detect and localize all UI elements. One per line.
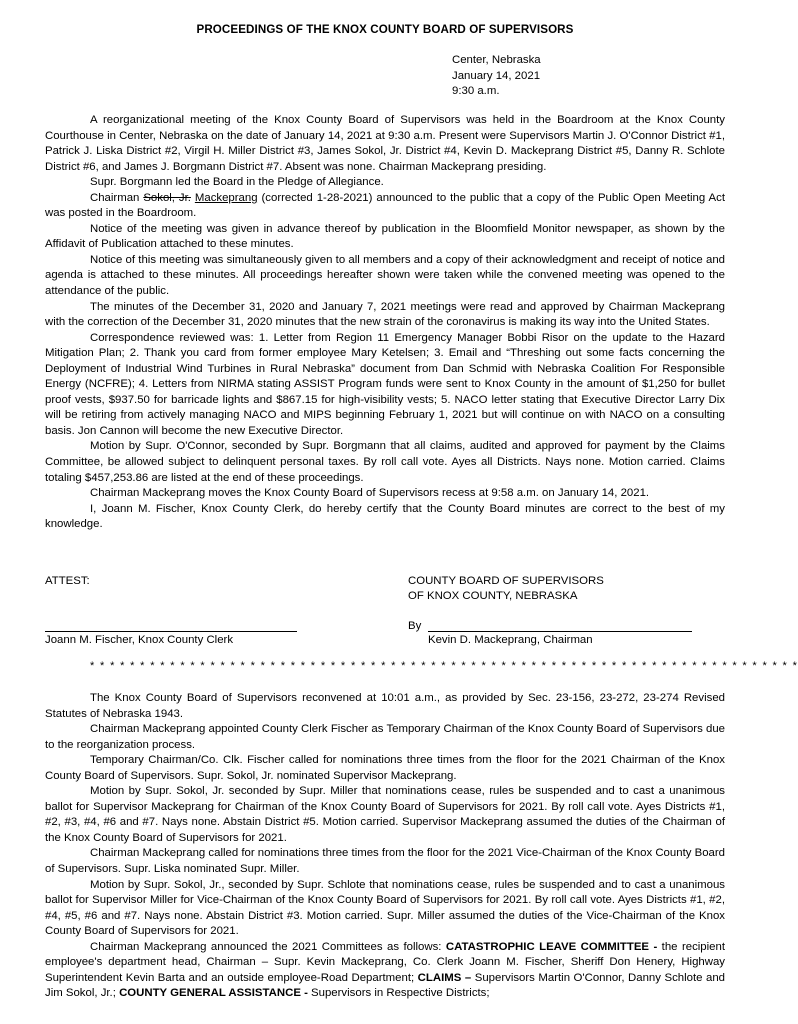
clerk-signature-line xyxy=(45,631,297,632)
committee-heading: COUNTY GENERAL ASSISTANCE - xyxy=(119,987,308,1000)
first-session-minutes xyxy=(45,113,725,533)
paragraph-reconvene: The Knox County Board of Supervisors reconvened at 10:01 a.m., as provided by Sec. 23-156, 23-272, 23-274 Revised Statutes of Nebraska 1943. xyxy=(45,692,725,720)
text-run: Supervisors Martin O'Connor, Danny Schlote and Jim Sokol, Jr.; xyxy=(45,971,725,1000)
clerk-name: Joann M. Fischer, Knox County Clerk xyxy=(45,634,234,646)
paragraph-certification: I, Joann M. Fischer, Knox County Clerk, do hereby certify that the County Board minutes are correct to the best of my knowledge. xyxy=(45,502,725,531)
chairman-signature-line xyxy=(428,631,692,632)
paragraph-correspondence: Correspondence reviewed was: 1. Letter from Region 11 Emergency Manager Bobbi Risor on the update to the Hazard Mitigation Plan; 2. Thank you card from former employee Mary Ketelsen; 3. Email and “Threshing out some facts concerning the Deployment of Industrial Wind Turbines in Rural Nebraska” document from Dan Schmid with Nebraska Coalition For Responsible Energy (NCFRE); 4. Letters from NIRMA stating ASSIST Program funds were sent to Knox County in the amount of $1,250 for bullet proof vests, $937.50 for barricade lights and $867.15 for high-visibility vests; 5. NACO letter stating that Executive Director Larry Dix will be retiring from actively managing NACO and MIPS beginning February 1, 2021 but will continue on with NACO on a consulting basis. Jon Cannon will become the new Executive Director. xyxy=(45,331,725,437)
committee-heading: CATASTROPHIC LEAVE COMMITTEE - xyxy=(445,940,658,953)
attest-label: ATTEST: xyxy=(45,575,90,587)
paragraph-vice-chairman-motion: Motion by Supr. Sokol, Jr., seconded by Supr. Schlote that nominations cease, rules be suspended and to cast a unanimous ballot for Supervisor Miller for Vice-Chairman of the Knox County Board of Supervisors for 2021. By roll call vote. Ayes Districts #1, #2, #4, #5, #6 and #7. Nays none. Abstain District #3. Motion carried. Supr. Miller assumed the duties of the Vice-Chairman of the Knox County Board of Supervisors for 2021. xyxy=(45,878,725,938)
section-separator: * * * * * * * * * * * * * * * * * * * * * * * * * * * * * * * * * * * * * * * * * * * * * * * * * * * * * * * * * * * * * * * * * * * * * * * xyxy=(90,660,798,672)
meeting-time: 9:30 a.m. xyxy=(452,85,500,97)
paragraph-chairman-motion: Motion by Supr. Sokol, Jr. seconded by Supr. Miller that nominations cease, rules be suspended and to cast a unanimous ballot for Supervisor Mackeprang for Chairman of the Knox County Board of Supervisors for 2021. By roll call vote. Ayes Districts #1, #2, #3, #4, #6 and #7. Nays none. Abstain District #5. Motion carried. Supervisor Mackeprang assumed the duties of the Chairman of the Knox County Board of Supervisors for 2021. xyxy=(45,785,725,844)
text-run: Chairman xyxy=(90,191,144,204)
text-run: the recipient employee's department head, Chairman – Supr. Kevin Mackeprang, Co. Clerk Joann M. Fischer, Sheriff Don Henery, Highway Superintendent Kevin Barta and an outside employee-Road Department; xyxy=(45,940,726,984)
paragraph-temporary-chairman: Chairman Mackeprang appointed County Clerk Fischer as Temporary Chairman of the Knox County Board of Supervisors due to the reorganization process. xyxy=(45,723,725,751)
underlined-correction: Mackeprang xyxy=(194,191,258,204)
board-name-line2: OF KNOX COUNTY, NEBRASKA xyxy=(408,590,578,602)
meeting-date: January 14, 2021 xyxy=(452,69,541,82)
paragraph-recess: Chairman Mackeprang moves the Knox County Board of Supervisors recess at 9:58 a.m. on January 14, 2021. xyxy=(90,487,650,500)
paragraph-committees xyxy=(45,940,725,1002)
meeting-dateline xyxy=(452,53,541,100)
chairman-name: Kevin D. Mackeprang, Chairman xyxy=(428,634,593,646)
text-run: Chairman Mackeprang announced the 2021 Committees as follows: xyxy=(90,940,446,953)
board-name-line1: COUNTY BOARD OF SUPERVISORS xyxy=(408,575,604,587)
committee-heading: CLAIMS – xyxy=(417,971,472,984)
reconvened-session-minutes xyxy=(45,691,725,1002)
meeting-place: Center, Nebraska xyxy=(452,54,541,66)
document-title: PROCEEDINGS OF THE KNOX COUNTY BOARD OF SUPERVISORS xyxy=(196,23,574,36)
paragraph-notice-publication: Notice of the meeting was given in advance thereof by publication in the Bloomfield Monitor newspaper, as shown by the Affidavit of Publication attached to these minutes. xyxy=(45,222,725,251)
text-run: (corrected 1-28-2021) announced to the public that a copy of the Public Open Meeting Act was posted in the Boardroom. xyxy=(45,191,725,220)
paragraph-pledge: Supr. Borgmann led the Board in the Pledge of Allegiance. xyxy=(90,176,384,189)
paragraph-opening: A reorganizational meeting of the Knox County Board of Supervisors was held in the Boardroom at the Knox County Courthouse in Center, Nebraska on the date of January 14, 2021 at 9:30 a.m. Present were Supervisors Martin J. O'Connor District #1, Patrick J. Liska District #2, Virgil H. Miller District #3, James Sokol, Jr. District #4, Kevin D. Mackeprang District #5, Danny R. Schlote District #6, and James J. Borgmann District #7. Absent was none. Chairman Mackeprang presiding. xyxy=(45,114,725,173)
paragraph-minutes-approval: The minutes of the December 31, 2020 and January 7, 2021 meetings were read and approved by Chairman Mackeprang with the correction of the December 31, 2020 minutes that the new strain of the coronavirus is making its way into the United States. xyxy=(45,300,725,329)
paragraph-chairman-nominations: Temporary Chairman/Co. Clk. Fischer called for nominations three times from the floor for the 2021 Chairman of the Knox County Board of Supervisors. Supr. Sokol, Jr. nominated Supervisor Mackeprang. xyxy=(45,754,725,782)
text-run: Supervisors in Respective Districts; xyxy=(307,987,490,1000)
by-label: By xyxy=(408,620,422,632)
struck-text: Sokol, Jr. xyxy=(143,191,191,204)
paragraph-claims-motion: Motion by Supr. O'Connor, seconded by Supr. Borgmann that all claims, audited and approved for payment by the Claims Committee, be allowed subject to delinquent personal taxes. By roll call vote. Ayes all Districts. Nays none. Motion carried. Claims totaling $457,253.86 are listed at the end of these proceedings. xyxy=(45,440,725,484)
paragraph-notice-members: Notice of this meeting was simultaneously given to all members and a copy of their acknowledgment and receipt of notice and agenda is attached to these minutes. All proceedings hereafter shown were taken while the convened meeting was opened to the attendance of the public. xyxy=(45,253,725,298)
paragraph-vice-chairman-nominations: Chairman Mackeprang called for nominations three times from the floor for the 2021 Vice-Chairman of the Knox County Board of Supervisors. Supr. Liska nominated Supr. Miller. xyxy=(45,847,725,876)
paragraph-open-meeting-act xyxy=(45,191,725,222)
